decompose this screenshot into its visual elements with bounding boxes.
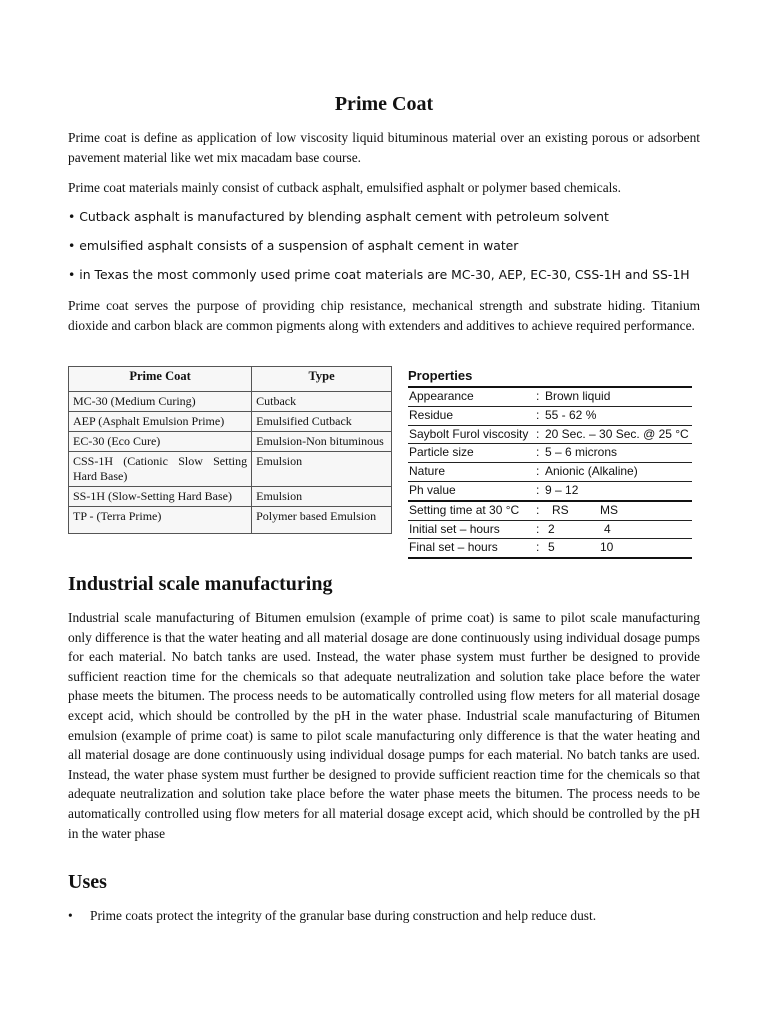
- property-value: Brown liquid: [545, 389, 611, 403]
- industrial-paragraph: Industrial scale manufacturing of Bitumen emulsion (example of prime coat) is same to pilot scale manufacturing only difference is that the water heating and all material dosage are done continuously using individual dosage pumps for each material. No batch tanks are used. Instead, the water phase system must further be designed to provide sufficient reaction time for the chemicals so that adequate neutralization and solution take place before the water phase meets the bitumen. The process needs to be automatically controlled using flow meters for all material dosage except acid, which should be controlled by the pH in the water phase. Industrial scale manufacturing of Bitumen emulsion (example of prime coat) is same to pilot scale manufacturing only difference is that the water heating and all material dosage are done continuously using individual dosage pumps for each material. No batch tanks are used. Instead, the water phase system must further be designed to provide sufficient reaction time for the chemicals so that adequate neutralization and solution take place before the water phase meets the bitumen. The process needs to be automatically controlled using flow meters for all material dosage except acid, which should be controlled by the pH in the water phase: [68, 610, 700, 841]
- table-row: [69, 412, 392, 432]
- setting-value-ms: 4: [604, 521, 611, 536]
- property-value: 5 – 6 microns: [545, 445, 618, 460]
- property-colon: :: [536, 482, 540, 497]
- bullet-cutback: • Cutback asphalt is manufactured by blending asphalt cement with petroleum solvent: [68, 209, 609, 224]
- table-header-row: [69, 367, 392, 392]
- table-cell-type: Emulsion: [252, 487, 392, 507]
- property-value: 20 Sec. – 30 Sec. @ 25 °C: [545, 426, 689, 441]
- property-value: 55 - 62 %: [545, 407, 597, 422]
- table-bottom-rule: [408, 557, 692, 559]
- properties-row: [408, 481, 692, 500]
- table-row: [69, 487, 392, 507]
- table-row: [69, 432, 392, 452]
- property-colon: :: [536, 389, 540, 403]
- properties-row: [408, 462, 692, 481]
- section-heading-industrial: Industrial scale manufacturing: [68, 573, 333, 595]
- setting-col-ms: MS: [600, 502, 618, 517]
- setting-time-row: [408, 500, 692, 520]
- property-name: Nature: [409, 464, 446, 479]
- property-colon: :: [536, 464, 540, 479]
- properties-row: [408, 520, 692, 539]
- property-name: Saybolt Furol viscosity: [409, 426, 529, 441]
- table-row: [69, 507, 392, 534]
- property-value: Anionic (Alkaline): [545, 464, 638, 479]
- table-header-prime-coat: Prime Coat: [69, 367, 252, 392]
- property-value: 9 – 12: [545, 482, 579, 497]
- bullet-dot: •: [68, 908, 73, 923]
- page-title: Prime Coat: [334, 93, 434, 115]
- property-name: Setting time at 30 °C: [409, 502, 520, 517]
- intro-paragraph-2: Prime coat materials mainly consist of cutback asphalt, emulsified asphalt or polymer based chemicals.: [68, 180, 621, 195]
- table-cell-prime-coat: CSS-1H (Cationic Slow Setting Hard Base): [69, 452, 252, 487]
- table-row: [69, 392, 392, 412]
- table-cell-prime-coat: TP - (Terra Prime): [69, 507, 252, 534]
- property-name: Appearance: [409, 389, 474, 403]
- properties-row: [408, 386, 692, 406]
- property-name: Residue: [409, 407, 454, 422]
- table-cell-type: Emulsion: [252, 452, 392, 487]
- setting-col-rs: RS: [552, 502, 569, 517]
- table-cell-prime-coat: EC-30 (Eco Cure): [69, 432, 252, 452]
- properties-table: [408, 366, 692, 559]
- intro-paragraph-1: Prime coat is define as application of low viscosity liquid bituminous material over an existing porous or adsorbent pavement material like wet mix macadam base course.: [68, 130, 700, 165]
- properties-heading: Properties: [408, 368, 473, 383]
- properties-row: [408, 425, 692, 444]
- properties-row: [408, 406, 692, 425]
- table-header-type: Type: [252, 367, 392, 392]
- uses-list: [68, 906, 708, 925]
- property-name: Ph value: [409, 482, 456, 497]
- table-cell-prime-coat: SS-1H (Slow-Setting Hard Base): [69, 487, 252, 507]
- prime-coat-table: [68, 366, 392, 534]
- property-colon: :: [536, 521, 540, 536]
- table-cell-type: Cutback: [252, 392, 392, 412]
- setting-value-ms: 10: [600, 540, 614, 555]
- property-name: Particle size: [409, 445, 474, 460]
- section-heading-uses: Uses: [68, 871, 107, 893]
- list-item: [68, 906, 708, 925]
- property-colon: :: [536, 407, 540, 422]
- property-colon: :: [536, 426, 540, 441]
- bullet-emulsified: • emulsified asphalt consists of a suspension of asphalt cement in water: [68, 238, 519, 253]
- setting-value-rs: 2: [548, 521, 555, 536]
- property-name: Initial set – hours: [409, 521, 500, 536]
- property-name: Final set – hours: [409, 540, 498, 555]
- properties-row: [408, 538, 692, 557]
- property-colon: :: [536, 445, 540, 460]
- table-cell-type: Polymer based Emulsion: [252, 507, 392, 534]
- table-cell-prime-coat: AEP (Asphalt Emulsion Prime): [69, 412, 252, 432]
- table-cell-prime-coat: MC-30 (Medium Curing): [69, 392, 252, 412]
- properties-row: [408, 443, 692, 462]
- property-colon: :: [536, 540, 540, 555]
- bullet-texas: • in Texas the most commonly used prime coat materials are MC-30, AEP, EC-30, CSS-1H and SS-1H: [68, 267, 690, 282]
- table-cell-type: Emulsion-Non bituminous: [252, 432, 392, 452]
- intro-paragraph-3: Prime coat serves the purpose of providing chip resistance, mechanical strength and substrate hiding. Titanium dioxide and carbon black are common pigments along with extenders and additives to achieve required performance.: [68, 298, 700, 333]
- uses-item-text: Prime coats protect the integrity of the granular base during construction and help reduce dust.: [90, 908, 597, 923]
- setting-value-rs: 5: [548, 540, 555, 555]
- table-row: [69, 452, 392, 487]
- property-colon: :: [536, 502, 540, 517]
- table-cell-type: Emulsified Cutback: [252, 412, 392, 432]
